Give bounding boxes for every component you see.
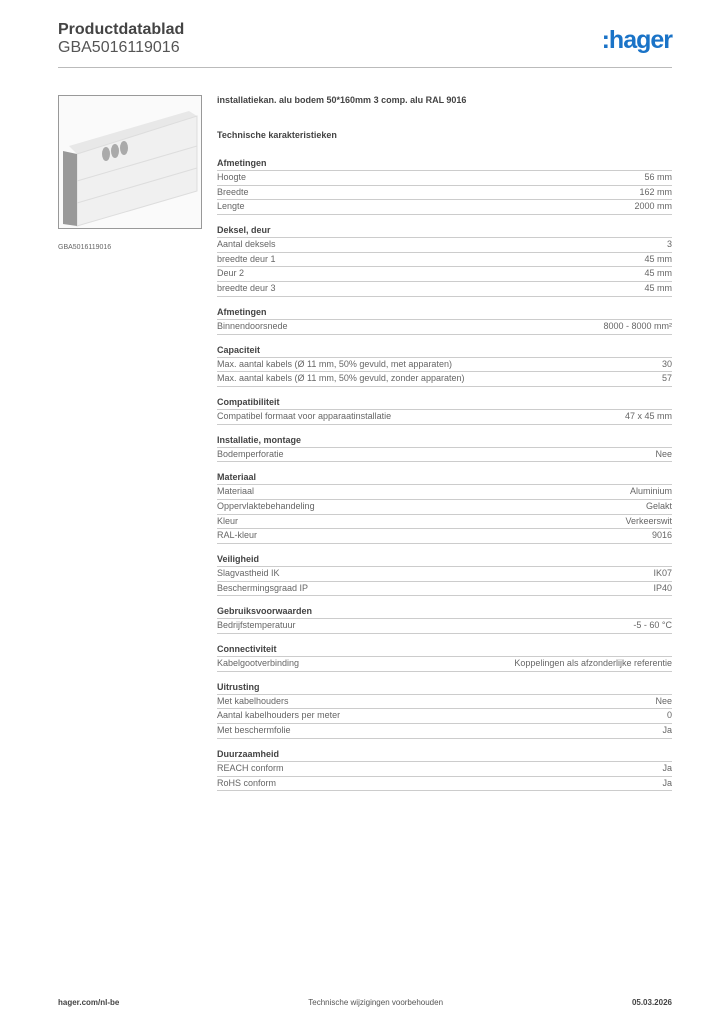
spec-label: Materiaal	[217, 486, 255, 497]
spec-row	[217, 267, 672, 282]
section-heading: Veiligheid	[217, 552, 672, 567]
spec-section	[217, 680, 672, 739]
spec-value: Verkeerswit	[625, 515, 672, 526]
spec-value: 2000 mm	[634, 201, 672, 212]
footer-note: Technische wijzigingen voorbehouden	[308, 998, 444, 1007]
spec-section	[217, 223, 672, 297]
spec-value: 45 mm	[644, 283, 672, 294]
spec-label: Max. aantal kabels (Ø 11 mm, 50% gevuld, met apparaten)	[217, 358, 452, 369]
spec-value: Ja	[662, 762, 672, 773]
spec-label: Bodemperforatie	[217, 448, 284, 459]
spec-row	[217, 777, 672, 792]
spec-label: Kabelgootverbinding	[217, 658, 300, 669]
page-title: Productdatablad	[58, 21, 185, 38]
section-heading: Capaciteit	[217, 343, 672, 358]
spec-label: Kleur	[217, 515, 239, 526]
spec-label: Breedte	[217, 186, 249, 197]
section-heading: Deksel, deur	[217, 223, 672, 238]
spec-row	[217, 186, 672, 201]
spec-row	[217, 485, 672, 500]
footer-site-link[interactable]: hager.com/nl-be	[58, 998, 120, 1007]
spec-row	[217, 200, 672, 215]
spec-section	[217, 156, 672, 215]
spec-row	[217, 282, 672, 297]
spec-row	[217, 529, 672, 544]
spec-value: Koppelingen als afzonderlijke referentie	[514, 658, 672, 669]
spec-value: Aluminium	[629, 486, 672, 497]
spec-label: Binnendoorsnede	[217, 320, 288, 331]
spec-label: Oppervlaktebehandeling	[217, 500, 315, 511]
spec-section	[217, 604, 672, 634]
spec-label: Max. aantal kabels (Ø 11 mm, 50% gevuld, zonder apparaten)	[217, 373, 465, 384]
spec-value: 0	[666, 710, 672, 721]
spec-label: Met kabelhouders	[217, 695, 289, 706]
section-heading: Installatie, montage	[217, 433, 672, 448]
spec-label: Aantal deksels	[217, 239, 276, 250]
section-heading: Gebruiksvoorwaarden	[217, 604, 672, 619]
hager-logo: :hager	[601, 26, 672, 54]
tech-heading: Technische karakteristieken	[217, 130, 337, 140]
spec-value: 8000 - 8000 mm²	[603, 320, 672, 331]
header-divider	[58, 67, 672, 68]
spec-value: 30	[661, 358, 672, 369]
footer	[58, 998, 672, 1007]
spec-row	[217, 320, 672, 335]
spec-label: breedte deur 3	[217, 283, 276, 294]
spec-value: Gelakt	[645, 500, 672, 511]
spec-row	[217, 238, 672, 253]
spec-row	[217, 372, 672, 387]
image-caption: GBA5016119016	[58, 244, 112, 251]
spec-label: Beschermingsgraad IP	[217, 582, 309, 593]
product-description: installatiekan. alu bodem 50*160mm 3 comp. alu RAL 9016	[217, 95, 467, 105]
spec-row	[217, 358, 672, 373]
spec-label: REACH conform	[217, 762, 284, 773]
spec-section	[217, 642, 672, 672]
spec-row	[217, 619, 672, 634]
spec-label: RAL-kleur	[217, 530, 258, 541]
spec-value: 45 mm	[644, 253, 672, 264]
spec-label: Met beschermfolie	[217, 725, 291, 736]
spec-section	[217, 305, 672, 335]
section-heading: Afmetingen	[217, 305, 672, 320]
spec-value: -5 - 60 °C	[633, 620, 672, 631]
spec-section	[217, 395, 672, 425]
spec-value: 45 mm	[644, 268, 672, 279]
section-heading: Afmetingen	[217, 156, 672, 171]
spec-row	[217, 724, 672, 739]
spec-row	[217, 410, 672, 425]
spec-label: Deur 2	[217, 268, 245, 279]
spec-value: 9016	[651, 530, 672, 541]
section-heading: Duurzaamheid	[217, 747, 672, 762]
spec-row	[217, 709, 672, 724]
spec-value: 47 x 45 mm	[624, 410, 672, 421]
spec-label: breedte deur 1	[217, 253, 276, 264]
spec-sections	[217, 156, 672, 791]
spec-value: Ja	[662, 777, 672, 788]
product-code: GBA5016119016	[58, 39, 180, 56]
product-image	[58, 95, 202, 229]
spec-value: Nee	[655, 448, 672, 459]
spec-row	[217, 253, 672, 268]
spec-row	[217, 515, 672, 530]
spec-row	[217, 582, 672, 597]
spec-label: Slagvastheid IK	[217, 568, 280, 578]
spec-label: Lengte	[217, 201, 245, 212]
section-heading: Compatibiliteit	[217, 395, 672, 410]
spec-value: Nee	[655, 695, 672, 706]
spec-row	[217, 657, 672, 672]
spec-value: 57	[661, 373, 672, 384]
spec-row	[217, 567, 672, 582]
footer-date: 05.03.2026	[631, 998, 672, 1007]
spec-label: Compatibel formaat voor apparaatinstallatie	[217, 410, 392, 421]
spec-value: 3	[666, 239, 672, 250]
spec-row	[217, 171, 672, 186]
spec-value: 56 mm	[644, 172, 672, 182]
spec-section	[217, 433, 672, 463]
spec-value: IK07	[653, 568, 672, 578]
spec-label: Aantal kabelhouders per meter	[217, 710, 341, 721]
spec-value: Ja	[662, 725, 672, 736]
spec-label: RoHS conform	[217, 777, 277, 788]
spec-label: Hoogte	[217, 172, 247, 182]
section-heading: Connectiviteit	[217, 642, 672, 657]
spec-row	[217, 695, 672, 710]
spec-row	[217, 448, 672, 463]
spec-row	[217, 762, 672, 777]
spec-label: Bedrijfstemperatuur	[217, 620, 296, 631]
spec-row	[217, 500, 672, 515]
section-heading: Uitrusting	[217, 680, 672, 695]
spec-section	[217, 470, 672, 544]
section-heading: Materiaal	[217, 470, 672, 485]
spec-value: 162 mm	[639, 186, 672, 197]
spec-content	[217, 95, 672, 799]
spec-section	[217, 747, 672, 791]
spec-section	[217, 552, 672, 596]
spec-value: IP40	[653, 582, 672, 593]
spec-section	[217, 343, 672, 387]
